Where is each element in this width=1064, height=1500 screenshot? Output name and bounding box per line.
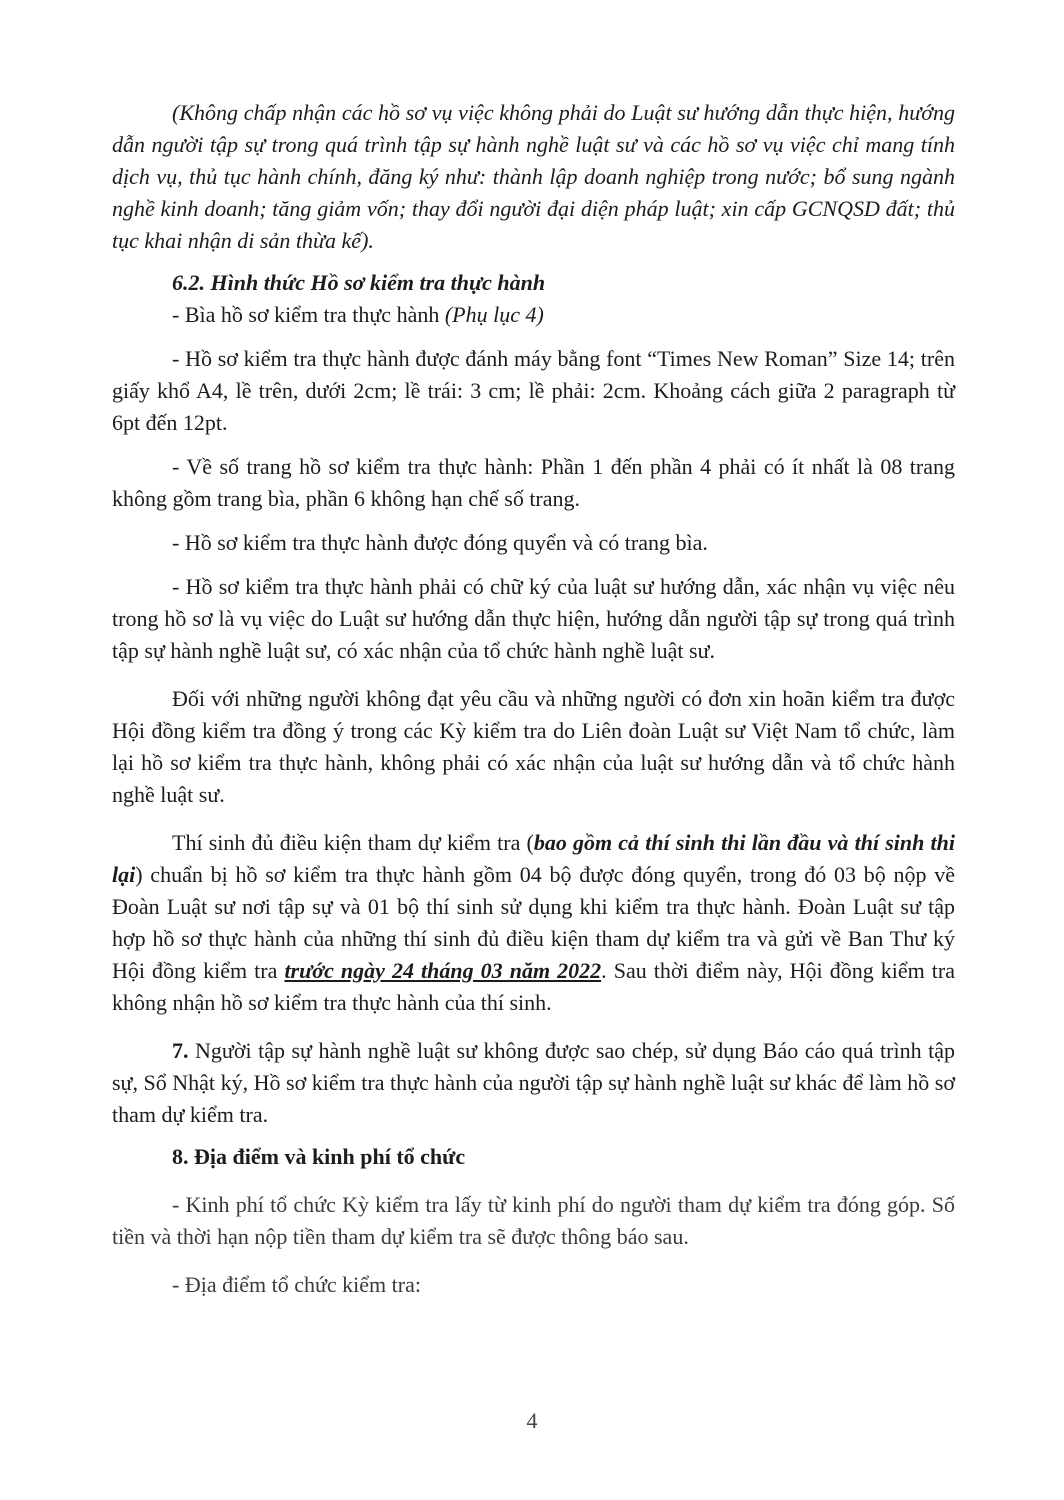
cover-text: - Bìa hồ sơ kiểm tra thực hành	[172, 302, 445, 327]
candidates-bold-note: bao gồm cả thí sinh thi lần đầu và thí sinh thi lại	[112, 830, 955, 887]
section-6-2-heading: 6.2. Hình thức Hồ sơ kiểm tra thực hành	[172, 270, 546, 295]
retake-paragraph: Đối với những người không đạt yêu cầu và những người có đơn xin hoãn kiểm tra được Hội đồng kiểm tra đồng ý trong các Kỳ kiểm tra do Liên đoàn Luật sư Việt Nam tổ chức, làm lại hồ sơ kiểm tra thực hành, không phải có xác nhận của luật sư hướng dẫn và tổ chức hành nghề luật sư.	[112, 686, 955, 807]
cover-appendix-ref: (Phụ lục 4)	[444, 302, 544, 327]
section-8-heading: 8. Địa điểm và kinh phí tổ chức	[172, 1144, 466, 1169]
candidates-text-3: . Sau thời điểm này, Hội đồng kiểm tra không nhận hồ sơ kiểm tra thực hành của thí sinh.	[112, 958, 955, 1015]
binding-paragraph: - Hồ sơ kiểm tra thực hành được đóng quyển và có trang bìa.	[172, 530, 708, 555]
section-7-paragraph	[112, 1035, 955, 1131]
pages-paragraph: - Về số trang hồ sơ kiểm tra thực hành: Phần 1 đến phần 4 phải có ít nhất là 08 trang không gồm trang bìa, phần 6 không hạn chế số trang.	[112, 454, 955, 511]
funding-paragraph: - Kinh phí tổ chức Kỳ kiểm tra lấy từ kinh phí do người tham dự kiểm tra đóng góp. Số tiền và thời hạn nộp tiền tham dự kiểm tra sẽ được thông báo sau.	[112, 1192, 955, 1249]
candidates-text-1: Thí sinh đủ điều kiện tham dự kiểm tra (	[172, 830, 534, 855]
intro-note: (Không chấp nhận các hồ sơ vụ việc không phải do Luật sư hướng dẫn thực hiện, hướng dẫn người tập sự trong quá trình tập sự hành nghề luật sư và các hồ sơ vụ việc chỉ mang tính dịch vụ, thủ tục hành chính, đăng ký như: thành lập doanh nghiệp trong nước; bổ sung ngành nghề kinh doanh; tăng giảm vốn; thay đổi người đại diện pháp luật; xin cấp GCNQSD đất; thủ tục khai nhận di sản thừa kế).	[112, 100, 955, 253]
document-body	[112, 97, 955, 1301]
deadline-date: trước ngày 24 tháng 03 năm 2022	[284, 958, 602, 983]
section-7-text: Người tập sự hành nghề luật sư không được sao chép, sử dụng Báo cáo quá trình tập sự, Sổ Nhật ký, Hồ sơ kiểm tra thực hành của người tập sự hành nghề luật sư khác để làm hồ sơ tham dự kiểm tra.	[112, 1038, 955, 1127]
format-paragraph: - Hồ sơ kiểm tra thực hành được đánh máy bằng font “Times New Roman” Size 14; trên giấy khổ A4, lề trên, dưới 2cm; lề trái: 3 cm; lề phải: 2cm. Khoảng cách giữa 2 paragraph từ 6pt đến 12pt.	[112, 346, 955, 435]
candidates-text-2: ) chuẩn bị hồ sơ kiểm tra thực hành gồm 04 bộ được đóng quyển, trong đó 03 bộ nộp về Đoàn Luật sư nơi tập sự và 01 bộ thí sinh sử dụng khi kiểm tra thực hành. Đoàn Luật sư tập hợp hồ sơ thực hành của những thí sinh đủ điều kiện tham dự kiểm tra và gửi về Ban Thư ký Hội đồng kiểm tra	[112, 862, 955, 983]
page-number: 4	[526, 1408, 538, 1433]
cover-line	[112, 299, 955, 331]
section-7-number: 7.	[172, 1038, 189, 1063]
candidates-paragraph	[112, 827, 955, 1019]
signature-paragraph: - Hồ sơ kiểm tra thực hành phải có chữ ký của luật sư hướng dẫn, xác nhận vụ việc nêu trong hồ sơ là vụ việc do Luật sư hướng dẫn thực hiện, hướng dẫn người tập sự trong quá trình tập sự hành nghề luật sư, có xác nhận của tổ chức hành nghề luật sư.	[112, 574, 955, 663]
location-paragraph: - Địa điểm tổ chức kiểm tra:	[172, 1272, 421, 1297]
